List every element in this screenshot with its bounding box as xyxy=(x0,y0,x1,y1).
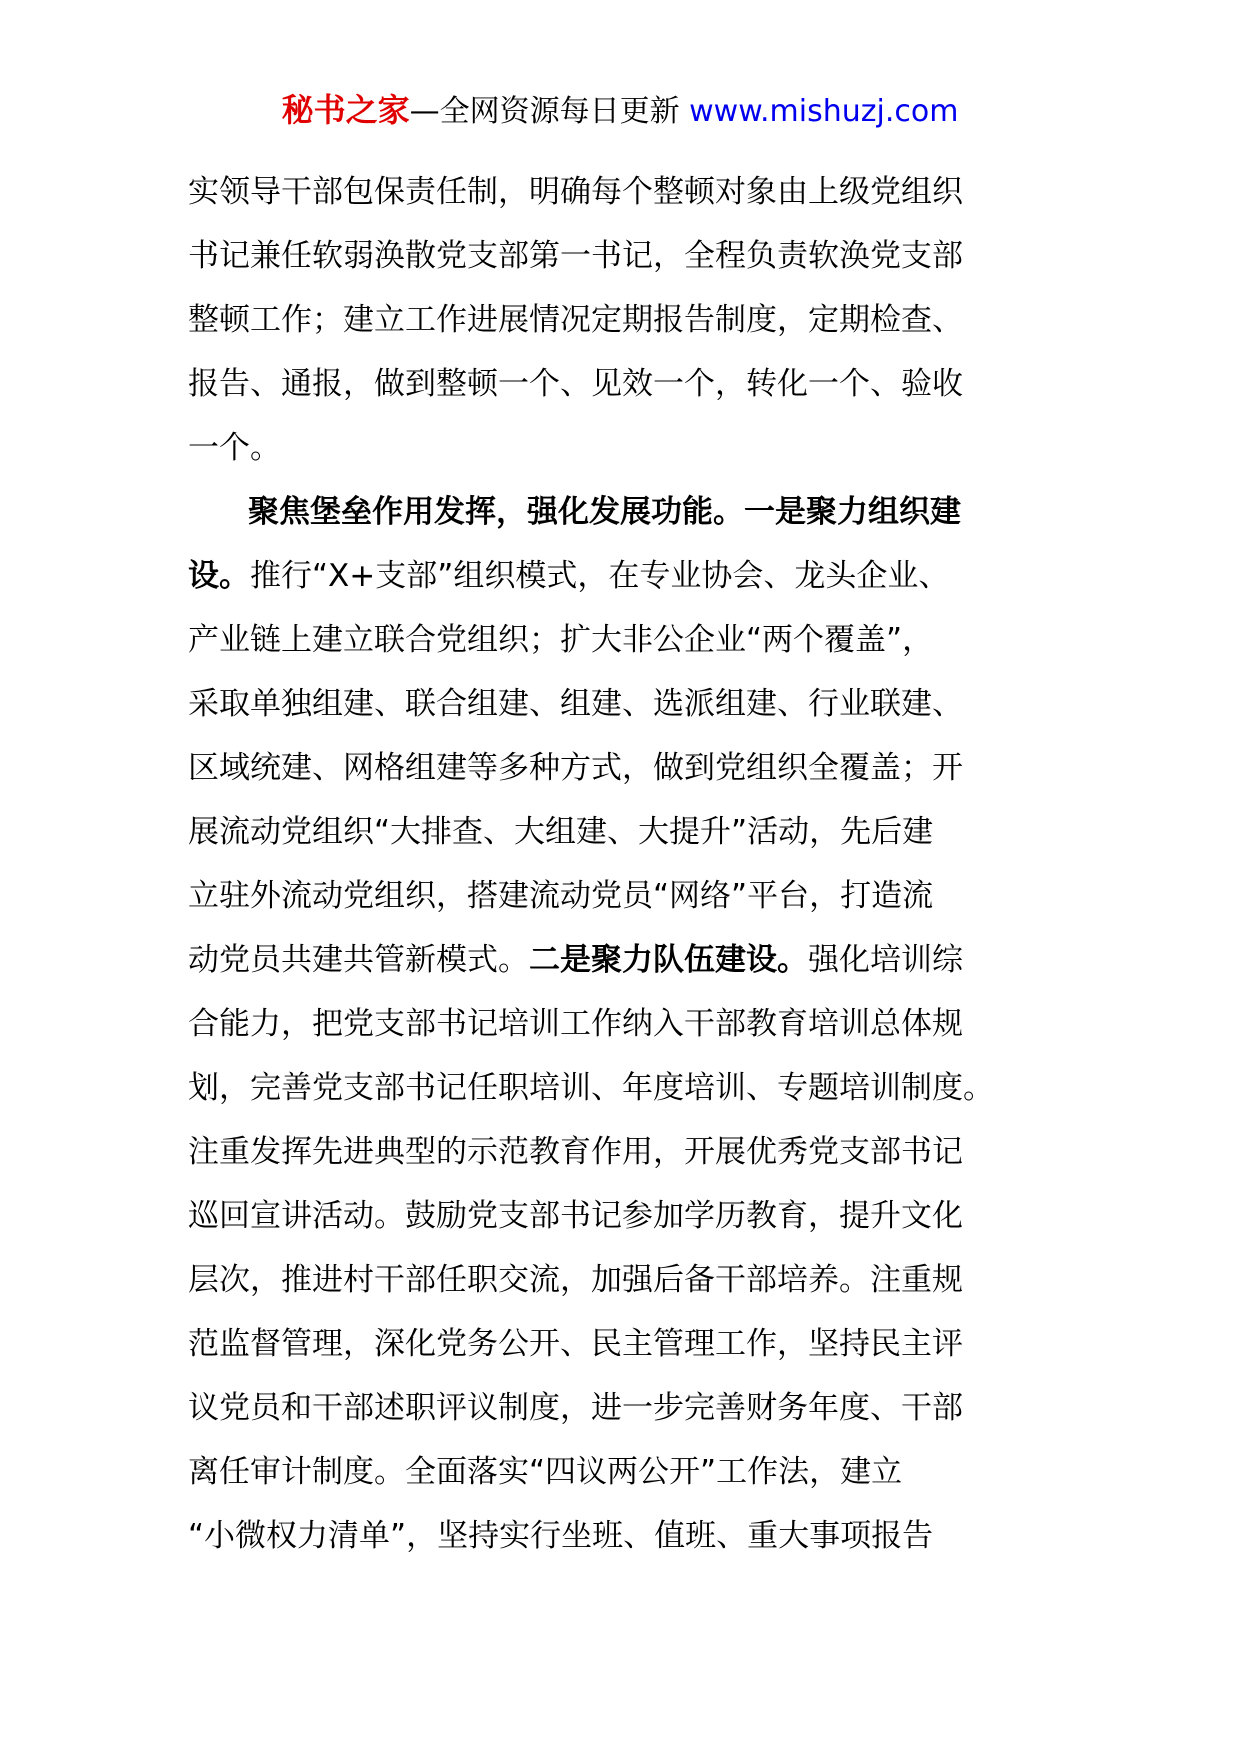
text-line xyxy=(188,608,1044,672)
text-segment: 一个。 xyxy=(188,430,281,466)
text-line xyxy=(188,672,1044,736)
text-segment: 产业链上建立联合党组织；扩大非公企业“两个覆盖”， xyxy=(188,622,934,658)
text-line xyxy=(188,544,1044,608)
text-line xyxy=(188,992,1044,1056)
text-segment: 报告、通报，做到整顿一个、见效一个，转化一个、验收 xyxy=(188,366,963,402)
text-segment: 巡回宣讲活动。鼓励党支部书记参加学历教育，提升文化 xyxy=(188,1198,963,1234)
text-line xyxy=(188,1056,1044,1120)
text-segment: “小微权力清单”，坚持实行坐班、值班、重大事项报告 xyxy=(188,1518,934,1554)
text-line xyxy=(188,1440,1044,1504)
text-line xyxy=(188,480,1044,544)
text-segment: 强化培训综 xyxy=(808,942,963,978)
text-line xyxy=(188,224,1044,288)
text-line xyxy=(188,736,1044,800)
bold-text-segment: 二是聚力队伍建设。 xyxy=(529,942,808,978)
text-segment: 区域统建、网格组建等多种方式，做到党组织全覆盖；开 xyxy=(188,750,963,786)
text-line xyxy=(188,1248,1044,1312)
document-body xyxy=(188,160,1044,1568)
text-segment: 合能力，把党支部书记培训工作纳入干部教育培训总体规 xyxy=(188,1006,963,1042)
text-segment: 整顿工作；建立工作进展情况定期报告制度，定期检查、 xyxy=(188,302,963,338)
text-line xyxy=(188,352,1044,416)
text-segment: 层次，推进村干部任职交流，加强后备干部培养。注重规 xyxy=(188,1262,963,1298)
text-line xyxy=(188,1504,1044,1568)
bold-text-segment: 聚焦堡垒作用发挥，强化发展功能。一是聚力组织建 xyxy=(248,494,961,530)
text-line xyxy=(188,864,1044,928)
text-segment: 范监督管理，深化党务公开、民主管理工作，坚持民主评 xyxy=(188,1326,963,1362)
text-line xyxy=(188,416,1044,480)
text-line xyxy=(188,928,1044,992)
text-line xyxy=(188,1184,1044,1248)
header-site-link[interactable]: www.mishuzj.com xyxy=(689,94,959,129)
text-segment: 议党员和干部述职评议制度，进一步完善财务年度、干部 xyxy=(188,1390,963,1426)
text-segment: 离任审计制度。全面落实“四议两公开”工作法，建立 xyxy=(188,1454,903,1490)
text-segment: 动党员共建共管新模式。 xyxy=(188,942,529,978)
header-slogan: —全网资源每日更新 xyxy=(409,94,680,129)
text-segment: 书记兼任软弱涣散党支部第一书记，全程负责软涣党支部 xyxy=(188,238,963,274)
text-segment: 立驻外流动党组织，搭建流动党员“网络”平台，打造流 xyxy=(188,878,934,914)
page-header xyxy=(0,88,1240,134)
text-segment: 推行“X+支部”组织模式，在专业协会、龙头企业、 xyxy=(250,558,950,594)
header-brand: 秘书之家 xyxy=(281,91,410,129)
bold-text-segment: 设。 xyxy=(188,558,250,594)
text-segment: 展流动党组织“大排查、大组建、大提升”活动，先后建 xyxy=(188,814,934,850)
text-segment: 实领导干部包保责任制，明确每个整顿对象由上级党组织 xyxy=(188,174,963,210)
text-segment: 采取单独组建、联合组建、组建、选派组建、行业联建、 xyxy=(188,686,963,722)
text-segment: 划，完善党支部书记任职培训、年度培训、专题培训制度。 xyxy=(188,1070,994,1106)
text-line xyxy=(188,1376,1044,1440)
text-line xyxy=(188,160,1044,224)
text-line xyxy=(188,1120,1044,1184)
text-line xyxy=(188,800,1044,864)
text-line xyxy=(188,288,1044,352)
text-line xyxy=(188,1312,1044,1376)
text-segment: 注重发挥先进典型的示范教育作用，开展优秀党支部书记 xyxy=(188,1134,963,1170)
